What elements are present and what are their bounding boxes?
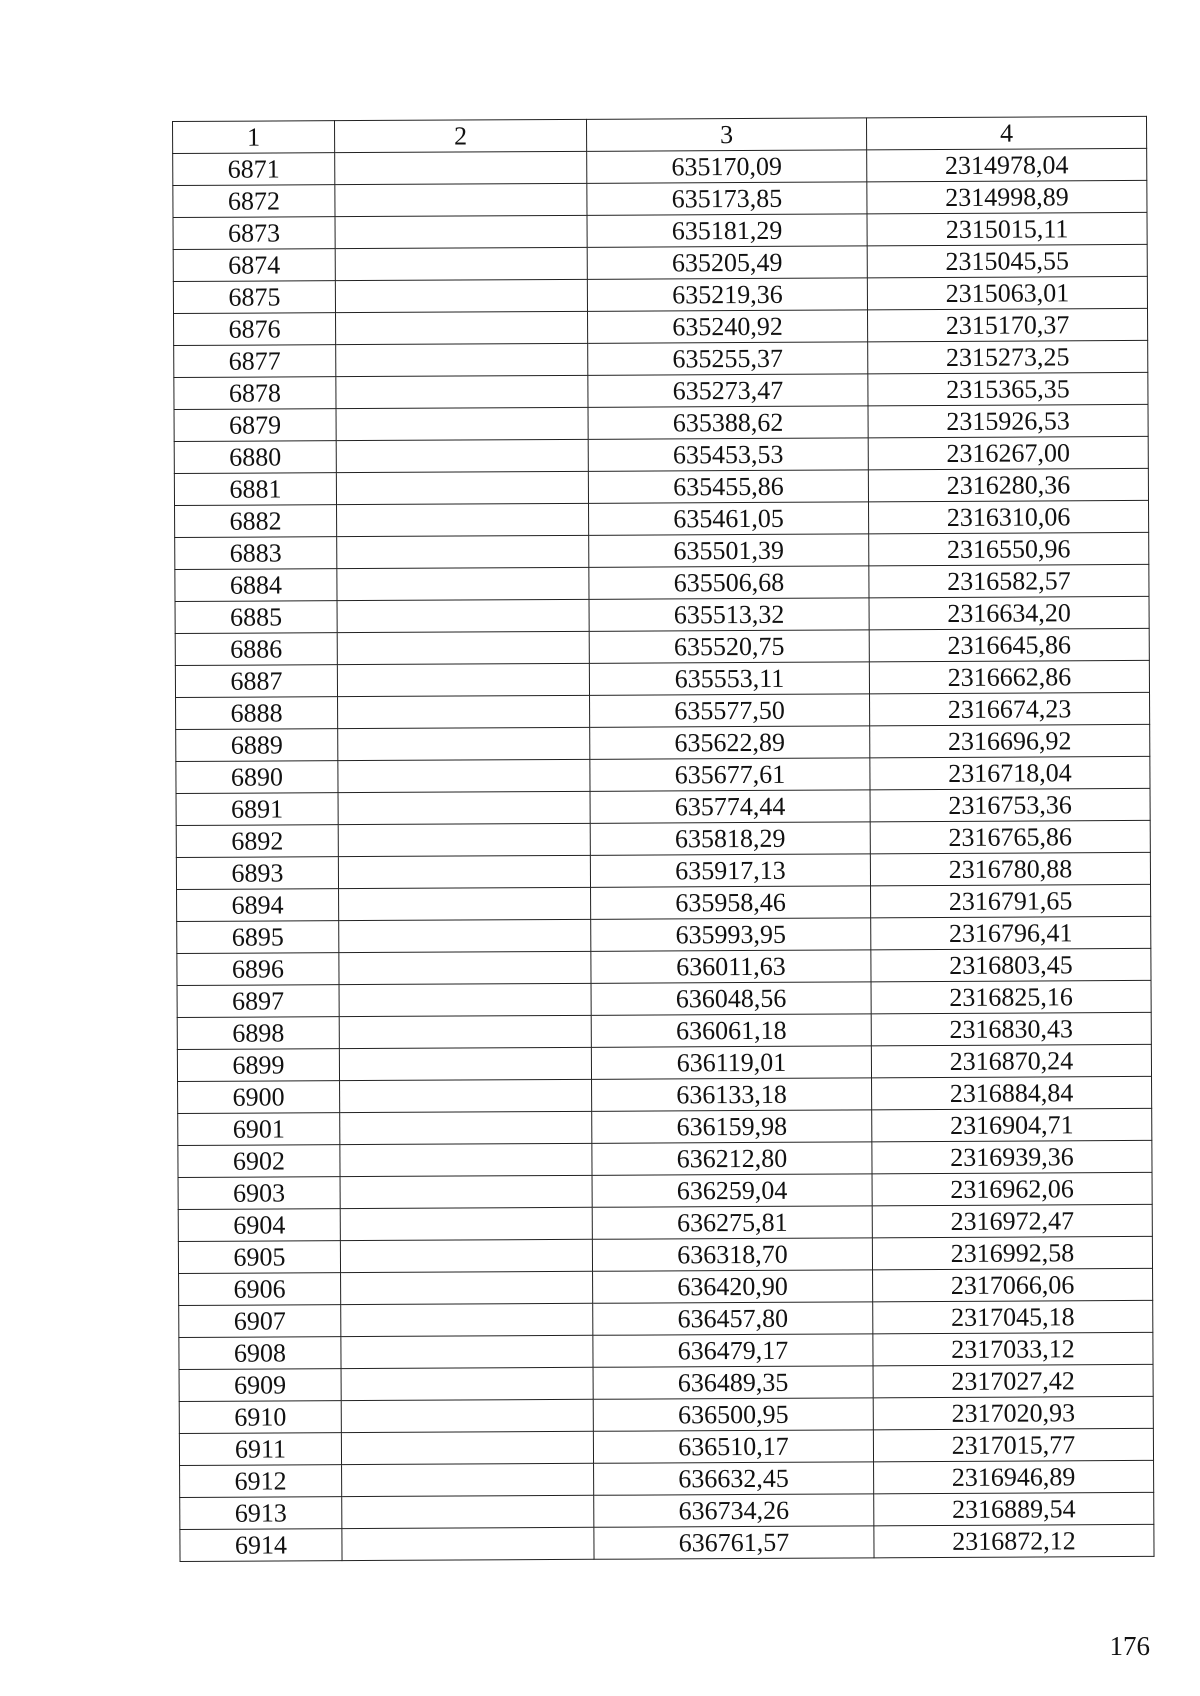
y-coordinate-cell: 2316992,58 <box>872 1236 1152 1269</box>
table-row <box>179 1300 1153 1337</box>
y-coordinate-cell: 2317033,12 <box>873 1332 1153 1365</box>
table-row <box>174 468 1148 505</box>
point-number-cell: 6910 <box>179 1401 341 1434</box>
point-number-cell: 6882 <box>175 505 337 538</box>
empty-cell <box>335 215 587 248</box>
y-coordinate-cell: 2317045,18 <box>873 1300 1153 1333</box>
y-coordinate-cell: 2316310,06 <box>869 500 1149 533</box>
table-row <box>173 276 1147 313</box>
table-row <box>180 1460 1154 1497</box>
y-coordinate-cell: 2316803,45 <box>871 948 1151 981</box>
column-header-3: 3 <box>586 118 866 151</box>
table-row <box>177 916 1151 953</box>
x-coordinate-cell: 635453,53 <box>588 438 868 471</box>
y-coordinate-cell: 2317027,42 <box>873 1364 1153 1397</box>
x-coordinate-cell: 635273,47 <box>588 374 868 407</box>
x-coordinate-cell: 635219,36 <box>587 278 867 311</box>
point-number-cell: 6892 <box>176 825 338 858</box>
empty-cell <box>338 791 590 824</box>
point-number-cell: 6893 <box>176 857 338 890</box>
point-number-cell: 6909 <box>179 1369 341 1402</box>
table-row <box>176 820 1150 857</box>
empty-cell <box>341 1303 593 1336</box>
x-coordinate-cell: 636061,18 <box>591 1014 871 1047</box>
x-coordinate-cell: 635513,32 <box>589 598 869 631</box>
empty-cell <box>338 855 590 888</box>
table-row <box>178 1140 1152 1177</box>
empty-cell <box>335 151 587 184</box>
point-number-cell: 6872 <box>173 185 335 218</box>
empty-cell <box>336 311 588 344</box>
point-number-cell: 6912 <box>180 1465 342 1498</box>
x-coordinate-cell: 635173,85 <box>587 182 867 215</box>
point-number-cell: 6890 <box>176 761 338 794</box>
x-coordinate-cell: 636318,70 <box>592 1238 872 1271</box>
y-coordinate-cell: 2316674,23 <box>870 692 1150 725</box>
x-coordinate-cell: 635181,29 <box>587 214 867 247</box>
empty-cell <box>340 1207 592 1240</box>
x-coordinate-cell: 636119,01 <box>591 1046 871 1079</box>
table-row <box>178 1236 1152 1273</box>
table-row <box>179 1268 1153 1305</box>
empty-cell <box>335 279 587 312</box>
empty-cell <box>340 1143 592 1176</box>
y-coordinate-cell: 2316662,86 <box>869 660 1149 693</box>
y-coordinate-cell: 2316884,84 <box>872 1076 1152 1109</box>
empty-cell <box>336 439 588 472</box>
point-number-cell: 6876 <box>174 313 336 346</box>
point-number-cell: 6879 <box>174 409 336 442</box>
empty-cell <box>341 1367 593 1400</box>
coordinates-table <box>172 116 1155 1562</box>
point-number-cell: 6881 <box>174 473 336 506</box>
empty-cell <box>338 759 590 792</box>
empty-cell <box>339 887 591 920</box>
x-coordinate-cell: 636159,98 <box>592 1110 872 1143</box>
table-row <box>175 628 1149 665</box>
y-coordinate-cell: 2315926,53 <box>868 404 1148 437</box>
y-coordinate-cell: 2316550,96 <box>869 532 1149 565</box>
point-number-cell: 6877 <box>174 345 336 378</box>
x-coordinate-cell: 636259,04 <box>592 1174 872 1207</box>
y-coordinate-cell: 2316696,92 <box>870 724 1150 757</box>
x-coordinate-cell: 635461,05 <box>589 502 869 535</box>
empty-cell <box>342 1527 594 1560</box>
x-coordinate-cell: 635455,86 <box>588 470 868 503</box>
table-row <box>174 340 1148 377</box>
empty-cell <box>337 535 589 568</box>
x-coordinate-cell: 635577,50 <box>590 694 870 727</box>
table-row <box>176 756 1150 793</box>
point-number-cell: 6895 <box>177 921 339 954</box>
x-coordinate-cell: 635240,92 <box>588 310 868 343</box>
y-coordinate-cell: 2316718,04 <box>870 756 1150 789</box>
x-coordinate-cell: 636011,63 <box>591 950 871 983</box>
point-number-cell: 6880 <box>174 441 336 474</box>
table-row <box>176 788 1150 825</box>
y-coordinate-cell: 2315045,55 <box>867 244 1147 277</box>
y-coordinate-cell: 2316939,36 <box>872 1140 1152 1173</box>
point-number-cell: 6913 <box>180 1497 342 1530</box>
x-coordinate-cell: 635255,37 <box>588 342 868 375</box>
y-coordinate-cell: 2316634,20 <box>869 596 1149 629</box>
y-coordinate-cell: 2316780,88 <box>870 852 1150 885</box>
table-row <box>178 1204 1152 1241</box>
x-coordinate-cell: 636420,90 <box>593 1270 873 1303</box>
empty-cell <box>337 599 589 632</box>
empty-cell <box>336 375 588 408</box>
point-number-cell: 6891 <box>176 793 338 826</box>
table-row <box>175 596 1149 633</box>
empty-cell <box>340 1079 592 1112</box>
x-coordinate-cell: 636761,57 <box>594 1526 874 1559</box>
table-row <box>179 1428 1153 1465</box>
point-number-cell: 6914 <box>180 1529 342 1562</box>
x-coordinate-cell: 636489,35 <box>593 1366 873 1399</box>
empty-cell <box>341 1431 593 1464</box>
x-coordinate-cell: 635553,11 <box>589 662 869 695</box>
x-coordinate-cell: 635205,49 <box>587 246 867 279</box>
page-number: 176 <box>1109 1631 1150 1661</box>
table-row <box>177 884 1151 921</box>
table-row <box>173 180 1147 217</box>
y-coordinate-cell: 2316870,24 <box>871 1044 1151 1077</box>
point-number-cell: 6885 <box>175 601 337 634</box>
y-coordinate-cell: 2316791,65 <box>871 884 1151 917</box>
point-number-cell: 6873 <box>173 217 335 250</box>
y-coordinate-cell: 2316582,57 <box>869 564 1149 597</box>
empty-cell <box>340 1175 592 1208</box>
empty-cell <box>337 503 589 536</box>
table-row <box>176 692 1150 729</box>
x-coordinate-cell: 635520,75 <box>589 630 869 663</box>
table-row <box>179 1332 1153 1369</box>
y-coordinate-cell: 2314978,04 <box>867 148 1147 181</box>
table-row <box>179 1364 1153 1401</box>
table-row <box>178 1108 1152 1145</box>
point-number-cell: 6902 <box>178 1145 340 1178</box>
empty-cell <box>340 1239 592 1272</box>
x-coordinate-cell: 635501,39 <box>589 534 869 567</box>
table-row <box>173 244 1147 281</box>
x-coordinate-cell: 636133,18 <box>592 1078 872 1111</box>
point-number-cell: 6871 <box>173 153 335 186</box>
y-coordinate-cell: 2315015,11 <box>867 212 1147 245</box>
empty-cell <box>336 343 588 376</box>
y-coordinate-cell: 2316904,71 <box>872 1108 1152 1141</box>
x-coordinate-cell: 636479,17 <box>593 1334 873 1367</box>
table-row <box>178 1076 1152 1113</box>
x-coordinate-cell: 635388,62 <box>588 406 868 439</box>
empty-cell <box>336 471 588 504</box>
x-coordinate-cell: 636048,56 <box>591 982 871 1015</box>
y-coordinate-cell: 2315170,37 <box>867 308 1147 341</box>
point-number-cell: 6887 <box>175 665 337 698</box>
point-number-cell: 6904 <box>178 1209 340 1242</box>
point-number-cell: 6908 <box>179 1337 341 1370</box>
x-coordinate-cell: 635622,89 <box>590 726 870 759</box>
table-row <box>175 532 1149 569</box>
y-coordinate-cell: 2316872,12 <box>874 1524 1154 1557</box>
point-number-cell: 6896 <box>177 953 339 986</box>
y-coordinate-cell: 2315063,01 <box>867 276 1147 309</box>
x-coordinate-cell: 635958,46 <box>591 886 871 919</box>
point-number-cell: 6911 <box>179 1433 341 1466</box>
empty-cell <box>339 983 591 1016</box>
table-row <box>176 724 1150 761</box>
empty-cell <box>338 695 590 728</box>
x-coordinate-cell: 636212,80 <box>592 1142 872 1175</box>
table-row <box>174 372 1148 409</box>
point-number-cell: 6886 <box>175 633 337 666</box>
x-coordinate-cell: 636275,81 <box>592 1206 872 1239</box>
table-row <box>174 308 1148 345</box>
y-coordinate-cell: 2316753,36 <box>870 788 1150 821</box>
point-number-cell: 6903 <box>178 1177 340 1210</box>
point-number-cell: 6905 <box>178 1241 340 1274</box>
y-coordinate-cell: 2316830,43 <box>871 1012 1151 1045</box>
point-number-cell: 6874 <box>173 249 335 282</box>
point-number-cell: 6888 <box>176 697 338 730</box>
point-number-cell: 6884 <box>175 569 337 602</box>
empty-cell <box>336 407 588 440</box>
table-row <box>177 980 1151 1017</box>
empty-cell <box>337 631 589 664</box>
header-row <box>173 116 1147 153</box>
table-row <box>174 404 1148 441</box>
table-row <box>177 1012 1151 1049</box>
point-number-cell: 6875 <box>173 281 335 314</box>
point-number-cell: 6906 <box>179 1273 341 1306</box>
y-coordinate-cell: 2317015,77 <box>873 1428 1153 1461</box>
y-coordinate-cell: 2315365,35 <box>868 372 1148 405</box>
point-number-cell: 6878 <box>174 377 336 410</box>
table-row <box>175 500 1149 537</box>
x-coordinate-cell: 635993,95 <box>591 918 871 951</box>
table-row <box>178 1172 1152 1209</box>
table-row <box>179 1396 1153 1433</box>
y-coordinate-cell: 2316972,47 <box>872 1204 1152 1237</box>
x-coordinate-cell: 636500,95 <box>593 1398 873 1431</box>
point-number-cell: 6883 <box>175 537 337 570</box>
empty-cell <box>339 951 591 984</box>
empty-cell <box>337 567 589 600</box>
y-coordinate-cell: 2316796,41 <box>871 916 1151 949</box>
empty-cell <box>339 1015 591 1048</box>
empty-cell <box>335 183 587 216</box>
column-header-1: 1 <box>173 121 335 154</box>
point-number-cell: 6907 <box>179 1305 341 1338</box>
empty-cell <box>338 727 590 760</box>
table-row <box>176 852 1150 889</box>
x-coordinate-cell: 636510,17 <box>593 1430 873 1463</box>
table-row <box>175 564 1149 601</box>
y-coordinate-cell: 2316962,06 <box>872 1172 1152 1205</box>
table-row <box>175 660 1149 697</box>
y-coordinate-cell: 2316946,89 <box>874 1460 1154 1493</box>
x-coordinate-cell: 635506,68 <box>589 566 869 599</box>
empty-cell <box>339 1047 591 1080</box>
point-number-cell: 6901 <box>178 1113 340 1146</box>
y-coordinate-cell: 2316645,86 <box>869 628 1149 661</box>
y-coordinate-cell: 2316765,86 <box>870 820 1150 853</box>
point-number-cell: 6899 <box>177 1049 339 1082</box>
table-row <box>177 1044 1151 1081</box>
table-row <box>173 212 1147 249</box>
empty-cell <box>339 919 591 952</box>
y-coordinate-cell: 2315273,25 <box>868 340 1148 373</box>
empty-cell <box>341 1335 593 1368</box>
point-number-cell: 6894 <box>177 889 339 922</box>
empty-cell <box>335 247 587 280</box>
empty-cell <box>340 1111 592 1144</box>
x-coordinate-cell: 635818,29 <box>590 822 870 855</box>
empty-cell <box>342 1463 594 1496</box>
empty-cell <box>341 1399 593 1432</box>
x-coordinate-cell: 635917,13 <box>590 854 870 887</box>
y-coordinate-cell: 2316267,00 <box>868 436 1148 469</box>
x-coordinate-cell: 635170,09 <box>587 150 867 183</box>
empty-cell <box>337 663 589 696</box>
x-coordinate-cell: 636632,45 <box>594 1462 874 1495</box>
x-coordinate-cell: 636734,26 <box>594 1494 874 1527</box>
y-coordinate-cell: 2316889,54 <box>874 1492 1154 1525</box>
table-row <box>180 1524 1154 1561</box>
point-number-cell: 6898 <box>177 1017 339 1050</box>
empty-cell <box>342 1495 594 1528</box>
point-number-cell: 6889 <box>176 729 338 762</box>
x-coordinate-cell: 636457,80 <box>593 1302 873 1335</box>
point-number-cell: 6900 <box>178 1081 340 1114</box>
empty-cell <box>338 823 590 856</box>
table-row <box>173 148 1147 185</box>
column-header-4: 4 <box>866 116 1146 149</box>
column-header-2: 2 <box>335 119 587 152</box>
x-coordinate-cell: 635774,44 <box>590 790 870 823</box>
y-coordinate-cell: 2316825,16 <box>871 980 1151 1013</box>
point-number-cell: 6897 <box>177 985 339 1018</box>
y-coordinate-cell: 2317020,93 <box>873 1396 1153 1429</box>
y-coordinate-cell: 2314998,89 <box>867 180 1147 213</box>
table-row <box>177 948 1151 985</box>
table-row <box>180 1492 1154 1529</box>
y-coordinate-cell: 2317066,06 <box>873 1268 1153 1301</box>
x-coordinate-cell: 635677,61 <box>590 758 870 791</box>
empty-cell <box>341 1271 593 1304</box>
y-coordinate-cell: 2316280,36 <box>868 468 1148 501</box>
table-row <box>174 436 1148 473</box>
